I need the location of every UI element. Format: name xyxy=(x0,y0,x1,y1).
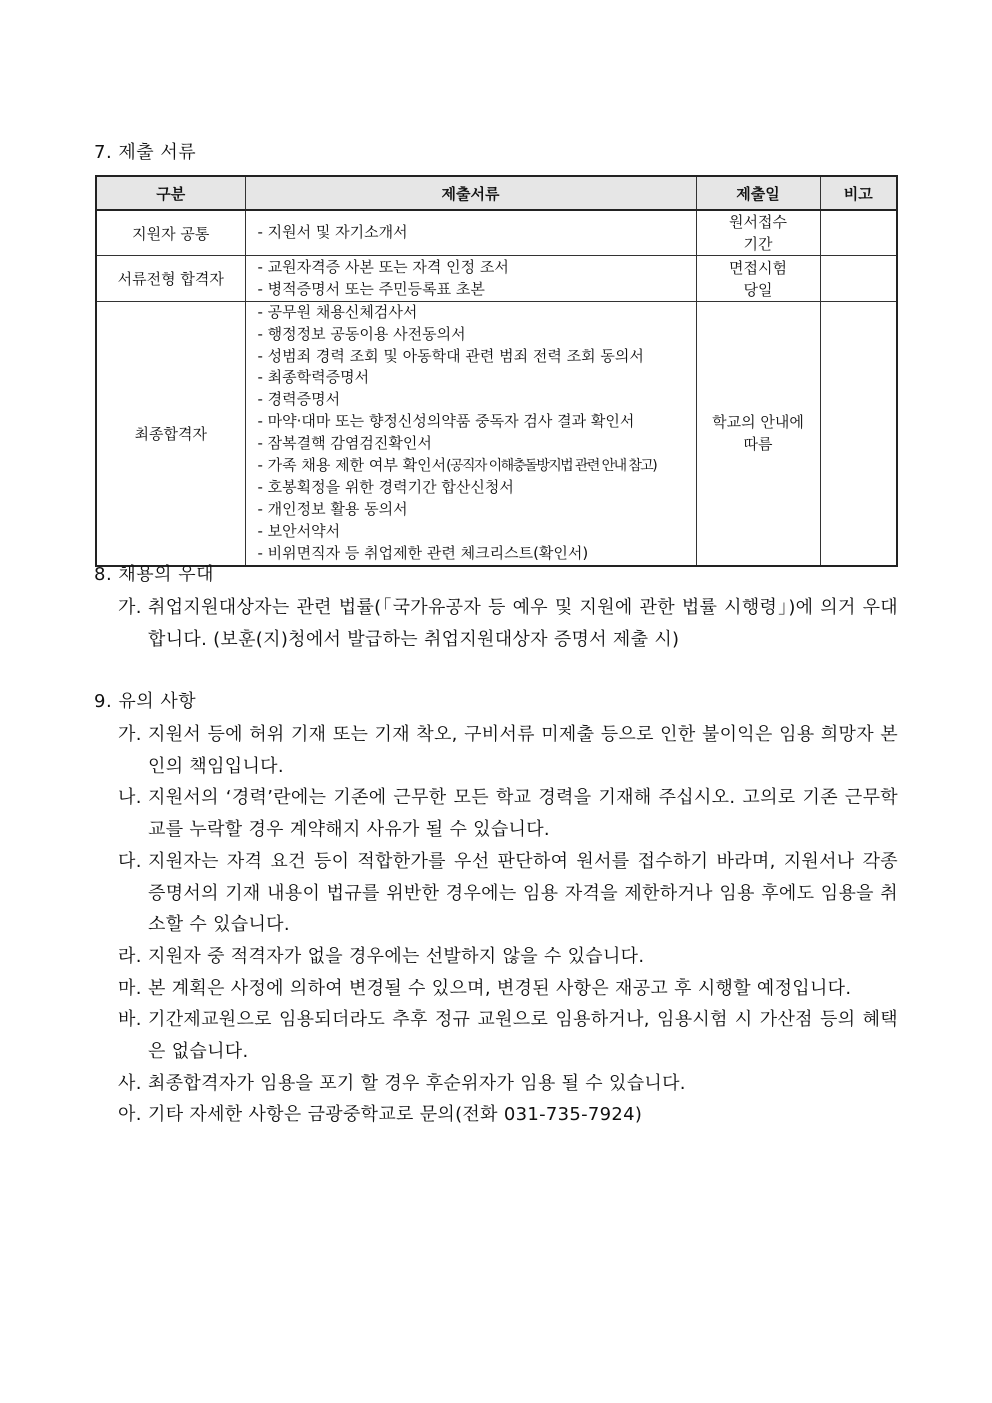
document-item: - 비위면직자 등 취업제한 관련 체크리스트(확인서) xyxy=(257,543,589,562)
list-item xyxy=(118,1099,898,1131)
header-category: 구분 xyxy=(96,176,245,210)
section-8-list xyxy=(118,592,898,655)
table-row xyxy=(96,302,897,566)
item-marker: 가. xyxy=(118,597,142,618)
list-item xyxy=(118,941,898,973)
row-category: 서류전형 합격자 xyxy=(96,256,245,302)
list-item xyxy=(118,1004,898,1067)
date-line: 학교의 안내에 xyxy=(712,413,804,432)
document-item: - 호봉획정을 위한 경력기간 합산신청서 xyxy=(257,478,514,497)
item-marker: 아. xyxy=(118,1104,142,1126)
documents-table xyxy=(95,175,898,567)
section-8-title: 8. 채용의 우대 xyxy=(94,564,215,585)
item-text: 취업지원대상자는 관련 법률(「국가유공자 등 예우 및 지원에 관한 법률 시행령」)에 의거 우대합니다. (보훈(지)청에서 발급하는 취업지원대상자 증명서 제출 시) xyxy=(148,597,898,650)
document-item: - 개인정보 활용 동의서 xyxy=(257,500,408,519)
section-9-title: 9. 유의 사항 xyxy=(94,691,197,712)
item-text: 기간제교원으로 임용되더라도 추후 정규 교원으로 임용하거나, 임용시험 시 가산점 등의 혜택은 없습니다. xyxy=(148,1009,898,1063)
document-item: - 마약·대마 또는 향정신성의약품 중독자 검사 결과 확인서 xyxy=(257,411,635,430)
table-row xyxy=(96,210,897,256)
document-item-text: - 가족 채용 제한 여부 확인서 xyxy=(257,455,447,474)
section-9-list xyxy=(118,719,898,1131)
document-item: - 최종학력증명서 xyxy=(257,368,370,387)
item-text: 본 계획은 사정에 의하여 변경될 수 있으며, 변경된 사항은 재공고 후 시행할 예정입니다. xyxy=(148,977,852,999)
item-marker: 라. xyxy=(118,945,142,967)
row-date xyxy=(696,210,820,256)
date-line: 면접시험 xyxy=(729,258,787,277)
date-line: 당일 xyxy=(743,280,773,299)
document-item: - 잠복결핵 감염검진확인서 xyxy=(257,433,432,452)
document-item: - 성범죄 경력 조회 및 아동학대 관련 범죄 전력 조회 동의서 xyxy=(257,346,644,365)
document-item: - 경력증명서 xyxy=(257,390,341,409)
list-item xyxy=(118,592,898,655)
item-marker: 다. xyxy=(118,850,142,872)
item-text: 지원서 등에 허위 기재 또는 기재 착오, 구비서류 미제출 등으로 인한 불이익은 임용 희망자 본인의 책임입니다. xyxy=(148,724,898,777)
item-text: 지원자는 자격 요건 등이 적합한가를 우선 판단하여 원서를 접수하기 바라며, 지원서나 각종 증명서의 기재 내용이 법규를 위반한 경우에는 임용 자격을 제한하거나 임용 후에도 임용을 취소할 수 있습니다. xyxy=(148,850,898,936)
row-documents xyxy=(245,256,696,302)
row-note xyxy=(820,256,897,302)
item-text: 지원서의 ‘경력’란에는 기존에 근무한 모든 학교 경력을 기재해 주십시오. 고의로 기존 근무학교를 누락할 경우 계약해지 사유가 될 수 있습니다. xyxy=(148,787,898,841)
row-documents xyxy=(245,210,696,256)
list-item xyxy=(118,719,898,782)
table-header-row xyxy=(96,176,897,210)
row-note xyxy=(820,210,897,256)
header-date: 제출일 xyxy=(696,176,820,210)
row-date xyxy=(696,256,820,302)
document-item xyxy=(258,455,696,478)
row-documents xyxy=(245,302,696,566)
row-note xyxy=(820,302,897,566)
date-line: 원서접수 xyxy=(729,213,787,231)
date-line: 기간 xyxy=(743,235,773,253)
document-item: - 공무원 채용신체검사서 xyxy=(257,303,418,321)
document-item: - 행정정보 공동이용 사전동의서 xyxy=(257,324,466,343)
header-note: 비고 xyxy=(820,176,897,210)
header-documents: 제출서류 xyxy=(245,176,696,210)
item-text: 기타 자세한 사항은 금광중학교로 문의(전화 031-735-7924) xyxy=(148,1104,643,1126)
table-row xyxy=(96,256,897,302)
document-item: - 병적증명서 또는 주민등록표 초본 xyxy=(257,279,485,298)
document-item: - 지원서 및 자기소개서 xyxy=(257,223,408,242)
item-text: 최종합격자가 임용을 포기 할 경우 후순위자가 임용 될 수 있습니다. xyxy=(148,1072,686,1094)
list-item xyxy=(118,1068,898,1100)
item-marker: 마. xyxy=(118,977,142,999)
item-marker: 가. xyxy=(118,724,142,745)
row-date xyxy=(696,302,820,566)
list-item xyxy=(118,846,898,941)
date-line: 따름 xyxy=(743,435,773,454)
section-7-title: 7. 제출 서류 xyxy=(94,142,197,163)
list-item xyxy=(118,782,898,845)
document-item: - 보안서약서 xyxy=(257,521,341,540)
row-category: 최종합격자 xyxy=(96,302,245,566)
item-marker: 사. xyxy=(118,1072,142,1094)
family-note: (공직자 이해충돌방지법 관련 안내 참고) xyxy=(446,457,657,474)
item-marker: 바. xyxy=(118,1009,142,1031)
item-marker: 나. xyxy=(118,787,142,809)
document-item: - 교원자격증 사본 또는 자격 인정 조서 xyxy=(257,257,509,276)
row-category: 지원자 공통 xyxy=(96,210,245,256)
list-item xyxy=(118,973,898,1005)
item-text: 지원자 중 적격자가 없을 경우에는 선발하지 않을 수 있습니다. xyxy=(148,945,645,967)
